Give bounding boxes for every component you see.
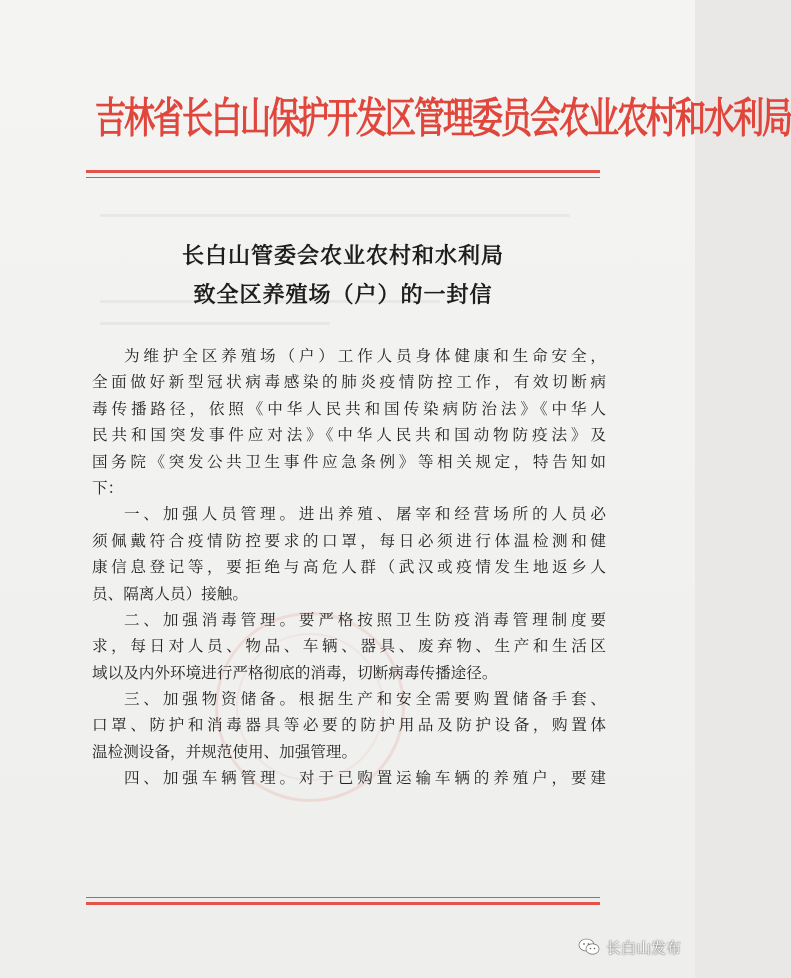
body-line: 为维护全区养殖场（户）工作人员身体健康和生命安全，	[124, 347, 606, 365]
body-line: 温检测设备，并规范使用、加强管理。	[92, 742, 358, 761]
body-line: 员、隔离人员）接触。	[92, 584, 248, 603]
body-line: 三、加强物资储备。根据生产和安全需要购置储备手套、	[124, 690, 606, 709]
letterhead-rule-thin	[86, 177, 600, 178]
letter-title-line-2: 致全区养殖场（户）的一封信	[193, 282, 493, 308]
body-line: 全面做好新型冠状病毒感染的肺炎疫情防控工作，有效切断病	[92, 373, 606, 392]
letter-title-line-1: 长白山管委会农业农村和水利局	[181, 243, 504, 269]
body-line: 求，每日对人员、物品、车辆、器具、废弃物、生产和生活区	[92, 637, 606, 656]
footer-rule-thick	[86, 902, 600, 905]
body-line: 四、加强车辆管理。对于已购置运输车辆的养殖户，要建	[124, 769, 606, 788]
body-line: 域以及内外环境进行严格彻底的消毒，切断病毒传播途径。	[92, 663, 498, 682]
wechat-icon	[578, 938, 600, 956]
body-line: 一、加强人员管理。进出养殖、屠宰和经营场所的人员必	[124, 505, 606, 524]
bleed-through	[100, 322, 330, 325]
body-line: 下：	[92, 478, 124, 497]
bleed-through	[100, 214, 570, 217]
body-line: 康信息登记等，要拒绝与高危人群（武汉或疫情发生地返乡人	[92, 558, 606, 577]
body-line: 口罩、防护和消毒器具等必要的防护用品及防护设备，购置体	[92, 716, 606, 735]
source-watermark	[578, 935, 681, 959]
body-line: 国务院《突发公共卫生事件应急条例》等相关规定，特告知如	[92, 452, 606, 471]
body-line: 毒传播路径，依照《中华人民共和国传染病防治法》《中华人	[92, 399, 606, 418]
body-line: 二、加强消毒管理。要严格按照卫生防疫消毒管理制度要	[124, 610, 606, 629]
letter-body	[92, 343, 606, 792]
body-line: 须佩戴符合疫情防控要求的口罩，每日必须进行体温检测和健	[92, 531, 606, 550]
body-line: 民共和国突发事件应对法》《中华人民共和国动物防疫法》及	[92, 426, 606, 445]
footer-rule-thin	[86, 897, 600, 898]
letterhead-title: 吉林省长白山保护开发区管理委员会农业农村和水利局	[95, 94, 791, 144]
watermark-text: 长白山发布	[605, 938, 681, 957]
letterhead-rule-thick	[86, 170, 600, 173]
